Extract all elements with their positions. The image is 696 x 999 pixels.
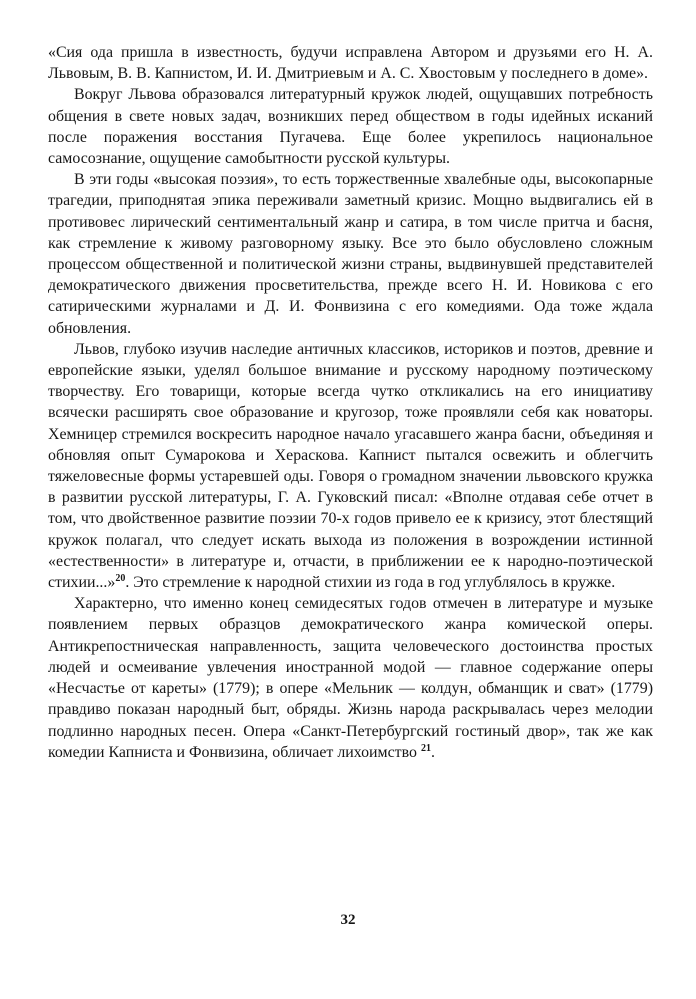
paragraph-3-text: В эти годы «высокая поэзия», то есть торжественные хвалебные оды, высокопарные трагедии, приподнятая эпика переживали заметный кризис. Мощно выдвигались ей в противовес лирический сентиментальный жанр и сатира, в том числе притча и басня, как стремление к живому разговорному языку. Все это было обусловлено сложным процессом общественной и политической жизни страны, выдвинувшей представителей демократического движения просветительства, прежде всего Н. И. Новикова с его сатирическими журналами и Д. И. Фонвизина с его комедиями. Ода тоже ждала обновления. bbox=[48, 171, 653, 337]
paragraph-5-tail: . bbox=[430, 743, 435, 761]
paragraph-4 bbox=[48, 339, 653, 593]
paragraph-5-text: Характерно, что именно конец семидесятых годов отмечен в литературе и музыке появлением первых образцов демократического жанра комической оперы. Антикрепостническая направленность, защита человеческого достоинства простых людей и осмеивание увлечения иностранной модой — главное содержание оперы «Несчастье от кареты» (1779); в опере «Мельник — колдун, обманщик и сват» (1779) правдиво показан народный быт, обряды. Жизнь народа раскрывалась через мелодии подлинно народных песен. Опера «Санкт-Петербургский гостиный двор», так же как комедии Капниста и Фонвизина, обличает лихоимство bbox=[48, 595, 653, 761]
paragraph-2-text: Вокруг Львова образовался литературный кружок людей, ощущавших потребность общения в свете новых задач, возникших перед обществом в годы идейных исканий после поражения восстания Пугачева. Еще более укрепилось национальное самосознание, ощущение самобытности русской культуры. bbox=[48, 86, 653, 168]
paragraph-4-tail: . Это стремление к народной стихии из года в год углублялось в кружке. bbox=[125, 574, 616, 592]
page-number: 32 bbox=[340, 912, 356, 928]
paragraph-4-text: Львов, глубоко изучив наследие античных классиков, историков и поэтов, древние и европейские языки, уделял большое внимание и русскому народному поэтическому творчеству. Его товарищи, которые всегда чутко откликались на его инициативу всячески расширять свое образование и кругозор, тоже проявляли себя как новаторы. Хемницер стремился воскресить народное начало угасавшего жанра басни, объединяя и обновляя опыт Сумарокова и Хераскова. Капнист пытался освежить и облегчить тяжеловесные формы устаревшей оды. Говоря о громадном значении львовского кружка в развитии русской литературы, Г. А. Гуковский писал: «Вполне отдавая себе отчет в том, что двойственное развитие поэзии 70-х годов привело ее к кризису, этот блестящий кружок полагал, что следует искать выхода из положения в возрождении истинной «естественности» в литературе и, отчасти, в приближении ее к народно-поэтической стихии...» bbox=[48, 340, 653, 592]
page-body bbox=[48, 42, 653, 763]
paragraph-1-text: «Сия ода пришла в известность, будучи исправлена Автором и друзьями его Н. А. Львовым, В. В. Капнистом, И. И. Дмитриевым и А. С. Хвостовым у последнего в доме». bbox=[48, 44, 653, 83]
paragraph-5 bbox=[48, 593, 653, 763]
footnote-ref-21: 21 bbox=[420, 742, 431, 754]
paragraph-3 bbox=[48, 169, 653, 339]
paragraph-2 bbox=[48, 84, 653, 169]
paragraph-1 bbox=[48, 42, 653, 84]
footnote-ref-20: 20 bbox=[115, 573, 126, 585]
